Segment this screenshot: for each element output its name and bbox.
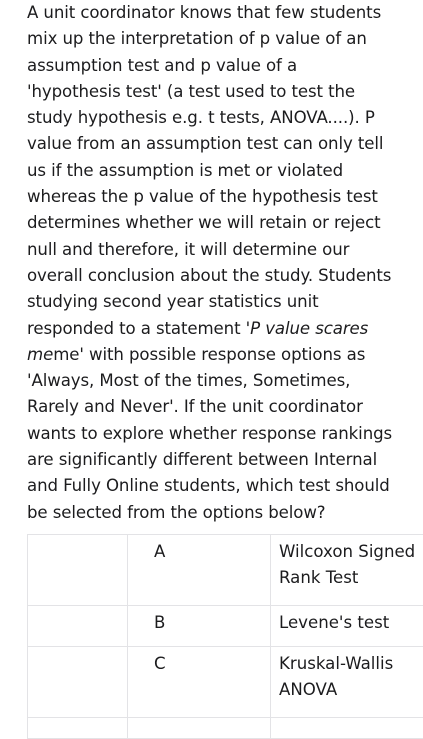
option-row-c[interactable] <box>28 647 423 718</box>
question-line-with-statement <box>27 342 421 368</box>
question-line: 'Always, Most of the times, Sometimes, <box>27 368 421 394</box>
question-line: value from an assumption test can only tell <box>27 131 421 157</box>
question-line: 'hypothesis test' (a test used to test the <box>27 79 421 105</box>
option-row-a[interactable] <box>28 535 423 606</box>
option-blank-cell <box>271 718 423 739</box>
question-text <box>27 0 421 526</box>
option-blank-cell <box>28 535 128 606</box>
option-letter: B <box>128 606 271 647</box>
option-answer-line: ANOVA <box>279 677 423 703</box>
option-blank-cell <box>28 718 128 739</box>
option-row-d <box>28 718 423 739</box>
option-blank-cell <box>128 718 271 739</box>
statement-italic-part1: P value scares <box>250 319 368 338</box>
option-blank-cell <box>28 647 128 718</box>
question-line: wants to explore whether response rankings <box>27 421 421 447</box>
option-answer-line: Kruskal-Wallis <box>279 651 423 677</box>
question-fragment: me' with possible response options as <box>53 345 365 364</box>
question-line: and Fully Online students, which test should <box>27 473 421 499</box>
option-row-b[interactable] <box>28 606 423 647</box>
statement-italic-part2: me <box>27 345 53 364</box>
question-line: studying second year statistics unit <box>27 289 421 315</box>
option-answer <box>271 647 423 718</box>
question-line: A unit coordinator knows that few students <box>27 0 421 26</box>
option-answer-line: Rank Test <box>279 565 423 591</box>
question-line: be selected from the options below? <box>27 500 421 526</box>
options-table <box>27 534 423 739</box>
option-letter: C <box>128 647 271 718</box>
option-answer <box>271 606 423 647</box>
question-line: Rarely and Never'. If the unit coordinator <box>27 394 421 420</box>
option-answer-line: Wilcoxon Signed <box>279 539 423 565</box>
question-line: whereas the p value of the hypothesis test <box>27 184 421 210</box>
question-line: are significantly different between Internal <box>27 447 421 473</box>
question-fragment: responded to a statement ' <box>27 319 250 338</box>
question-line: determines whether we will retain or reject <box>27 210 421 236</box>
question-line: study hypothesis e.g. t tests, ANOVA....). P <box>27 105 421 131</box>
question-line: assumption test and p value of a <box>27 53 421 79</box>
option-letter: A <box>128 535 271 606</box>
question-line: null and therefore, it will determine our <box>27 237 421 263</box>
question-line-with-statement <box>27 316 421 342</box>
option-blank-cell <box>28 606 128 647</box>
question-line: overall conclusion about the study. Students <box>27 263 421 289</box>
option-answer <box>271 535 423 606</box>
question-line: mix up the interpretation of p value of an <box>27 26 421 52</box>
question-line: us if the assumption is met or violated <box>27 158 421 184</box>
option-answer-line: Levene's test <box>279 610 423 636</box>
